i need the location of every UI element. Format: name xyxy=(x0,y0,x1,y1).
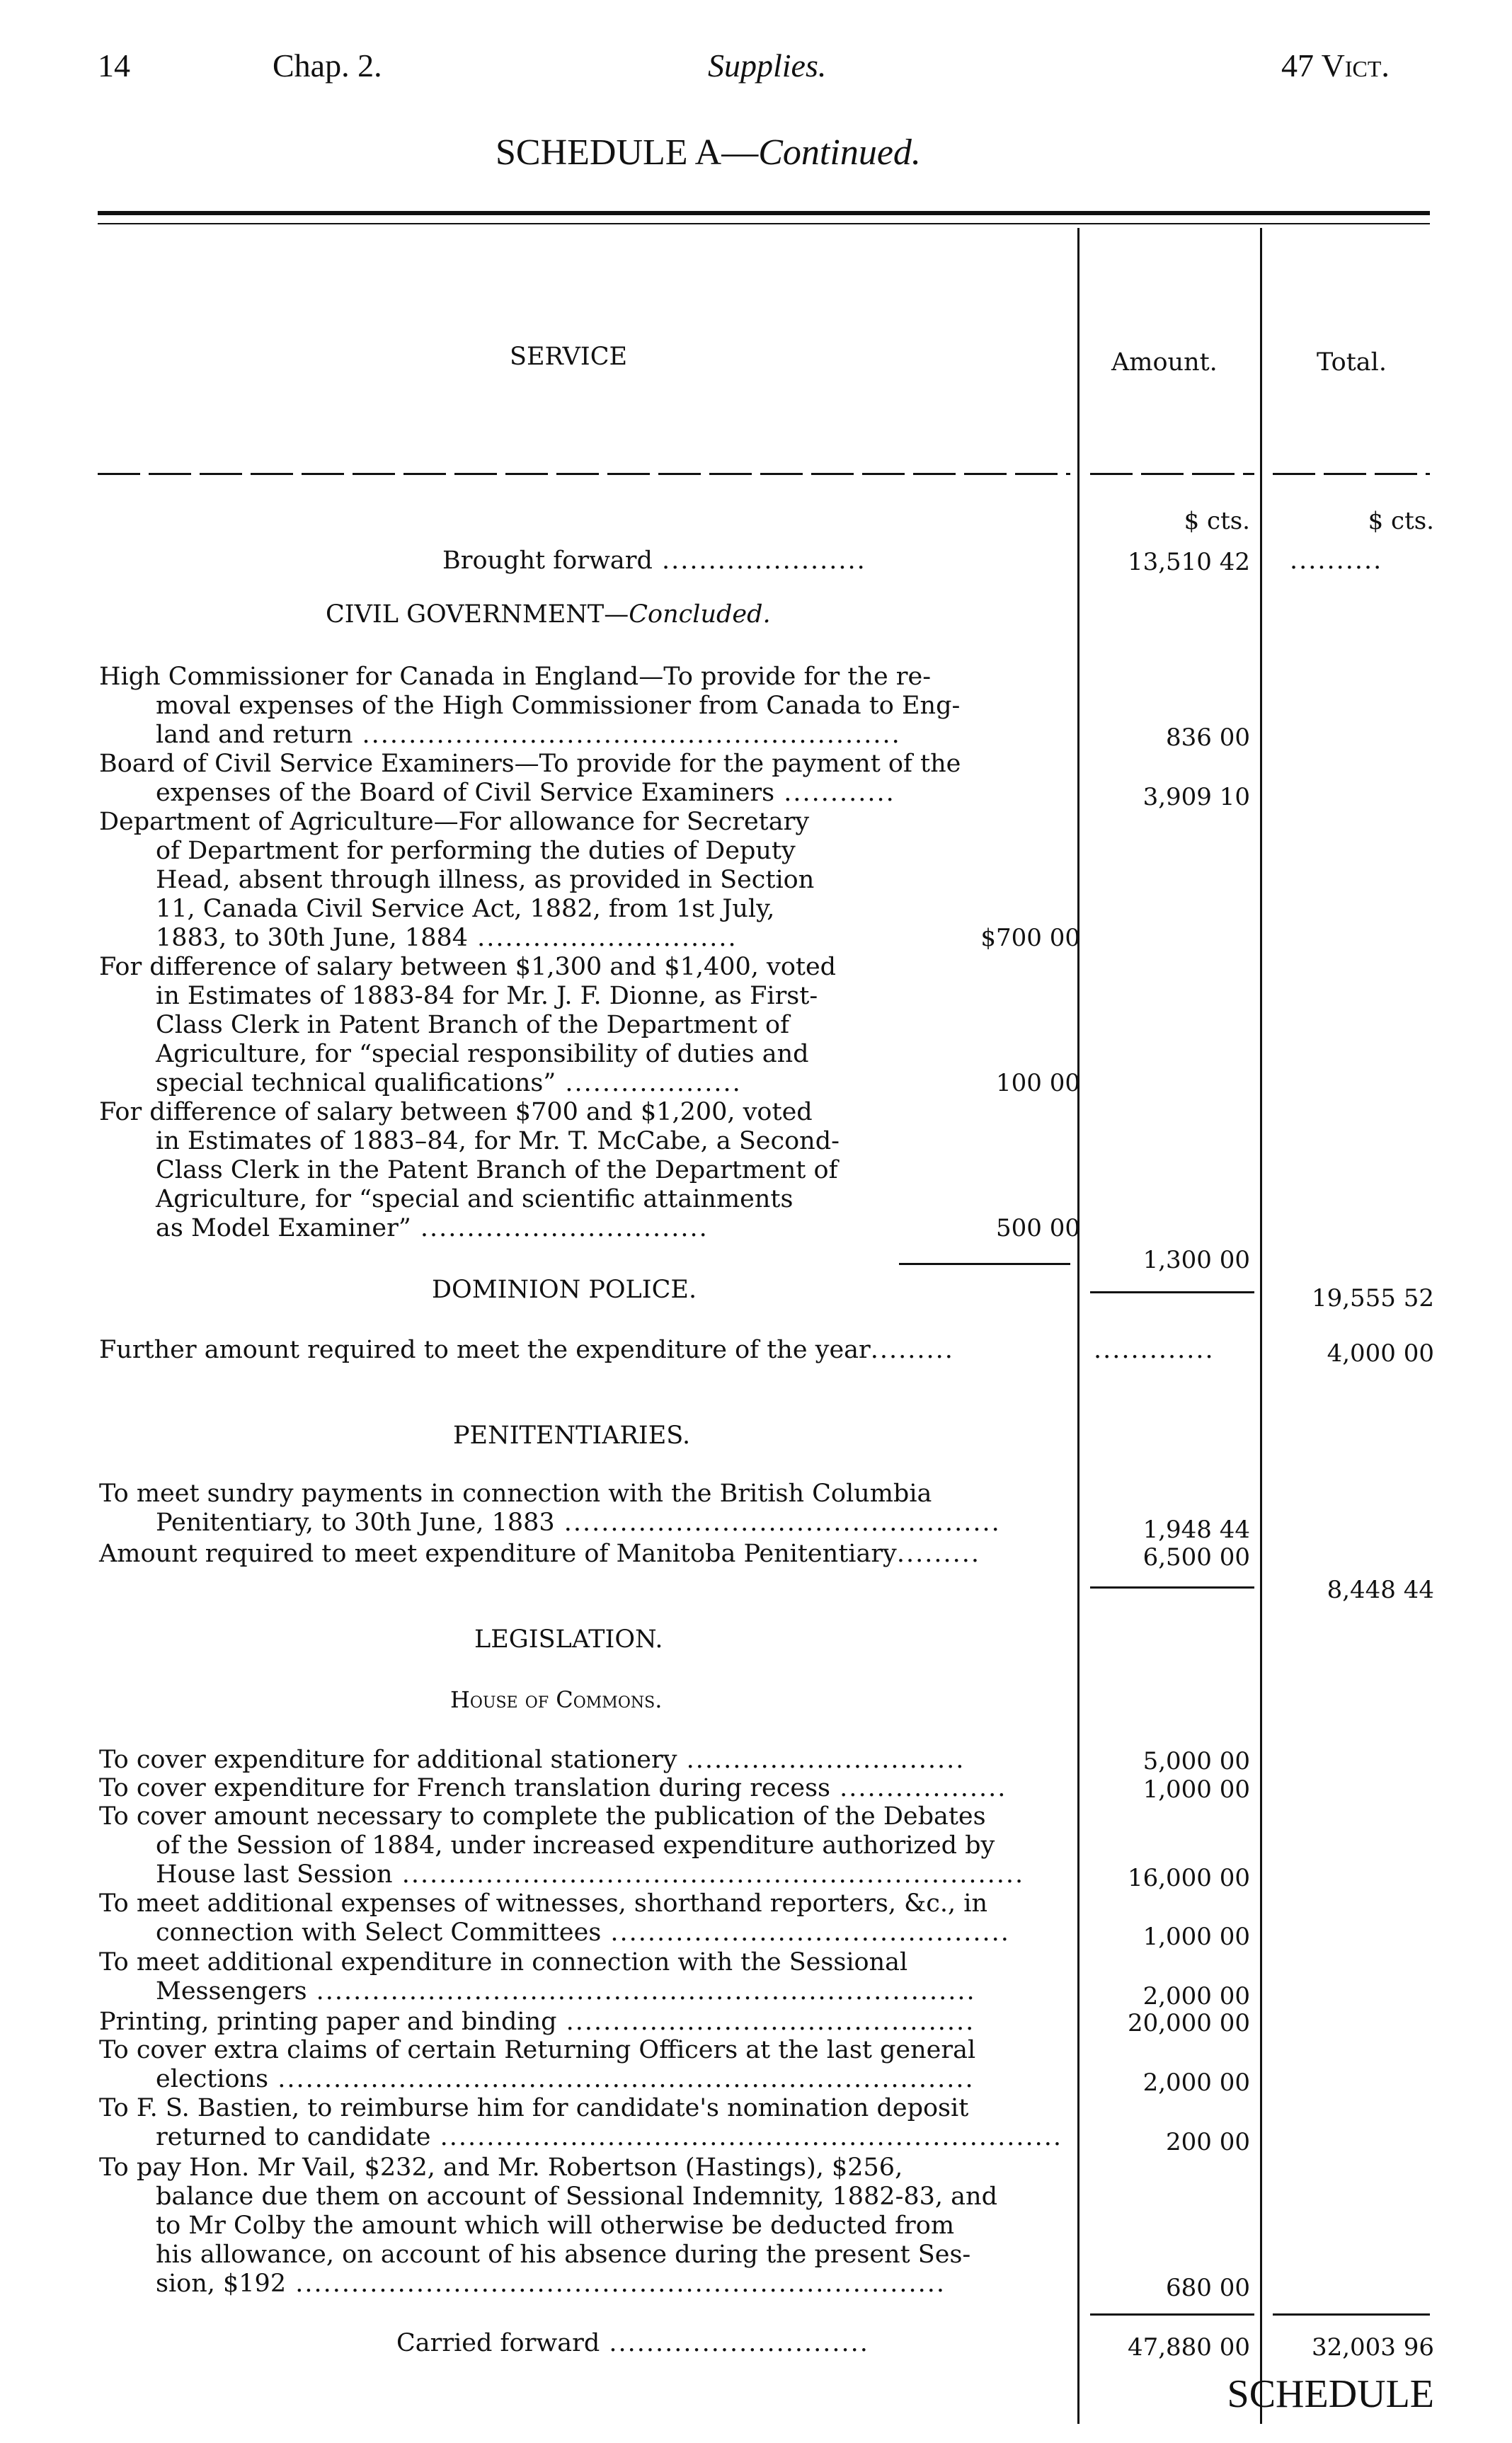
header-separator-amount xyxy=(1090,473,1254,475)
item-line-text: To cover expenditure for French translation during recess xyxy=(99,1774,830,1802)
amount-rule-carried xyxy=(1090,2313,1254,2316)
item-dominion-police: Further amount required to meet the expenditure of the year......... xyxy=(99,1336,954,1364)
schedule-title-cont: Continued. xyxy=(758,132,921,173)
item-manitoba-penitentiary: Amount required to meet expenditure of Manitoba Penitentiary......... xyxy=(99,1540,980,1568)
item-agriculture-secretary xyxy=(99,808,906,953)
item-line: Head, absent through illness, as provided in Section xyxy=(156,866,815,894)
carried-forward-amount: 47,880 00 xyxy=(1127,2333,1250,2362)
item-line: Board of Civil Service Examiners—To provide for the payment of the xyxy=(99,750,961,778)
item-line: To meet additional expenditure in connection with the Sessional xyxy=(99,1948,908,1976)
item-line: returned to candidate ................................................................... xyxy=(156,2123,1063,2151)
legislation-heading: LEGISLATION. xyxy=(474,1625,663,1654)
amount-agriculture: 1,300 00 xyxy=(1142,1246,1250,1274)
item-line: special technical qualifications” ................... xyxy=(156,1069,742,1097)
schedule-title xyxy=(496,132,921,173)
amount-rule-civil xyxy=(1090,1291,1254,1293)
item-messengers xyxy=(99,1948,1076,2006)
item-line: Messengers ....................................................................... xyxy=(156,1977,976,2006)
total-column-header: Total. xyxy=(1317,348,1387,377)
item-line: Department of Agriculture—For allowance for Secretary xyxy=(99,808,810,836)
item-bastien xyxy=(99,2094,1076,2152)
amount-messengers: 2,000 00 xyxy=(1142,1982,1250,2010)
item-mccabe-salary xyxy=(99,1098,906,1243)
item-line: in Estimates of 1883-84 for Mr. J. F. Dionne, as First- xyxy=(156,982,818,1010)
item-line: To cover amount necessary to complete the publication of the Debates xyxy=(99,1802,986,1831)
item-line: expenses of the Board of Civil Service Examiners ............ xyxy=(156,779,895,807)
item-line-text: Amount required to meet expenditure of Manitoba Penitentiary xyxy=(99,1540,897,1568)
amount-returning-officers: 2,000 00 xyxy=(1142,2069,1250,2097)
chapter-label: Chap. 2. xyxy=(273,47,382,84)
top-rule-thin xyxy=(98,223,1430,224)
item-returning-officers xyxy=(99,2036,1076,2094)
penitentiaries-heading: PENITENTIARIES. xyxy=(453,1421,691,1450)
service-column-header: SERVICE xyxy=(510,343,628,371)
item-sessional-indemnity xyxy=(99,2153,1076,2299)
item-bc-penitentiary xyxy=(99,1480,1076,1538)
item-line-text: expenses of the Board of Civil Service Examiners xyxy=(156,779,775,807)
carried-forward-total: 32,003 96 xyxy=(1311,2333,1434,2362)
item-french-translation: To cover expenditure for French translation during recess .................. xyxy=(99,1774,1007,1802)
amount-manitoba-penitentiary: 6,500 00 xyxy=(1142,1543,1250,1572)
civil-government-heading-main: CIVIL GOVERNMENT— xyxy=(326,600,629,629)
item-line-text: Further amount required to meet the expenditure of the year xyxy=(99,1336,871,1364)
item-line: To meet sundry payments in connection with the British Columbia xyxy=(99,1480,932,1508)
sub-amount-dionne: 100 00 xyxy=(996,1069,1080,1097)
item-line: To cover extra claims of certain Returning Officers at the last general xyxy=(99,2036,976,2064)
carried-forward-text: Carried forward xyxy=(396,2329,600,2357)
amount-witnesses: 1,000 00 xyxy=(1142,1923,1250,1951)
item-line: land and return .......................................................... xyxy=(156,721,901,749)
item-line: Penitentiary, to 30th June, 1883 ............................................... xyxy=(156,1509,1001,1537)
amount-french-translation: 1,000 00 xyxy=(1142,1775,1250,1804)
top-rule-thick xyxy=(98,211,1430,215)
amount-high-commissioner: 836 00 xyxy=(1166,723,1250,752)
dominion-police-amount-leader: ............. xyxy=(1094,1336,1215,1364)
amount-sessional-indemnity: 680 00 xyxy=(1166,2274,1250,2302)
item-line: sion, $192 ...................................................................... xyxy=(156,2270,946,2298)
item-line-text: To cover expenditure for additional stationery xyxy=(99,1746,677,1774)
subtotal-rule-agriculture xyxy=(899,1263,1070,1265)
item-line: his allowance, on account of his absence during the present Ses- xyxy=(156,2241,971,2269)
total-civil-government: 19,555 52 xyxy=(1311,1284,1434,1312)
total-units: $ cts. xyxy=(1368,507,1434,535)
item-line-text: land and return xyxy=(156,721,353,749)
item-line: Agriculture, for “special responsibility of duties and xyxy=(156,1040,809,1068)
item-line-text: Messengers xyxy=(156,1977,307,2006)
amount-rule-penitentiaries xyxy=(1090,1586,1254,1589)
sub-amount-mccabe: 500 00 xyxy=(996,1214,1080,1242)
item-line-text: as Model Examiner” xyxy=(156,1214,411,1242)
header-separator-service xyxy=(98,473,1070,475)
column-divider-total xyxy=(1260,228,1262,2424)
regnal-year: 47 Vict. xyxy=(1281,47,1390,84)
item-board-examiners xyxy=(99,750,1076,808)
item-debates xyxy=(99,1802,1076,1889)
item-line: balance due them on account of Sessional Indemnity, 1882-83, and xyxy=(156,2182,997,2211)
item-line: Agriculture, for “special and scientific attainments xyxy=(156,1185,794,1213)
item-line-text: House last Session xyxy=(156,1860,393,1889)
item-line: For difference of salary between $1,300 and $1,400, voted xyxy=(99,953,837,981)
item-line: connection with Select Committees ........................................... xyxy=(156,1918,1010,1947)
item-line: Class Clerk in the Patent Branch of the Department of xyxy=(156,1156,838,1184)
item-line-text: Penitentiary, to 30th June, 1883 xyxy=(156,1509,555,1537)
amount-board-examiners: 3,909 10 xyxy=(1142,783,1250,811)
item-line-text: Printing, printing paper and binding xyxy=(99,2008,557,2036)
item-line: High Commissioner for Canada in England—To provide for the re- xyxy=(99,663,932,691)
brought-forward-amount: 13,510 42 xyxy=(1127,548,1250,576)
total-penitentiaries: 8,448 44 xyxy=(1327,1576,1434,1604)
item-printing: Printing, printing paper and binding ............................................ xyxy=(99,2008,975,2036)
item-line-text: 1883, to 30th June, 1884 xyxy=(156,924,469,952)
item-witnesses xyxy=(99,1889,1076,1947)
amount-units: $ cts. xyxy=(1184,507,1250,535)
amount-stationery: 5,000 00 xyxy=(1142,1747,1250,1775)
item-line: elections ........................................................................... xyxy=(156,2065,975,2093)
brought-forward-total-leader: .......... xyxy=(1290,547,1383,575)
item-line: For difference of salary between $700 and $1,200, voted xyxy=(99,1098,813,1126)
item-line-text: elections xyxy=(156,2065,269,2093)
schedule-title-main: SCHEDULE A— xyxy=(496,132,759,173)
item-dionne-salary xyxy=(99,953,906,1098)
item-line: To meet additional expenses of witnesses, shorthand reporters, &c., in xyxy=(99,1889,987,1918)
carried-forward-label: Carried forward ............................ xyxy=(396,2329,869,2357)
civil-government-heading xyxy=(326,600,771,629)
item-high-commissioner xyxy=(99,663,1076,750)
item-line-text: returned to candidate xyxy=(156,2123,431,2151)
sub-amount-secretary: $700 00 xyxy=(980,924,1080,952)
item-line: in Estimates of 1883–84, for Mr. T. McCabe, a Second- xyxy=(156,1127,840,1155)
dominion-police-heading: DOMINION POLICE. xyxy=(432,1276,697,1304)
item-line: as Model Examiner” ............................... xyxy=(156,1214,709,1242)
item-line: 1883, to 30th June, 1884 ............................ xyxy=(156,924,738,952)
item-line: House last Session ................................................................... xyxy=(156,1860,1025,1889)
brought-forward-text: Brought forward xyxy=(442,547,653,575)
civil-government-heading-cont: Concluded. xyxy=(629,600,771,629)
item-line: moval expenses of the High Commissioner from Canada to Eng- xyxy=(156,692,961,720)
page-number: 14 xyxy=(98,47,130,84)
item-stationery: To cover expenditure for additional stationery .............................. xyxy=(99,1746,966,1774)
amount-bastien: 200 00 xyxy=(1166,2128,1250,2156)
total-rule-carried xyxy=(1273,2313,1430,2316)
amount-printing: 20,000 00 xyxy=(1127,2009,1250,2037)
item-line: Class Clerk in Patent Branch of the Department of xyxy=(156,1011,790,1039)
item-line-text: sion, $192 xyxy=(156,2270,287,2298)
item-line: of Department for performing the duties of Deputy xyxy=(156,837,796,865)
amount-bc-penitentiary: 1,948 44 xyxy=(1142,1516,1250,1544)
item-line: To F. S. Bastien, to reimburse him for candidate's nomination deposit xyxy=(99,2094,969,2122)
item-line: of the Session of 1884, under increased expenditure authorized by xyxy=(156,1831,995,1860)
brought-forward-label: Brought forward ...................... xyxy=(442,547,866,575)
amount-debates: 16,000 00 xyxy=(1127,1864,1250,1892)
item-line: to Mr Colby the amount which will otherwise be deducted from xyxy=(156,2212,955,2240)
header-separator-total xyxy=(1273,473,1430,475)
column-divider-amount xyxy=(1077,228,1079,2424)
item-line-text: special technical qualifications” xyxy=(156,1069,556,1097)
item-line: 11, Canada Civil Service Act, 1882, from 1st July, xyxy=(156,895,775,923)
amount-column-header: Amount. xyxy=(1111,348,1218,377)
catchword: SCHEDULE xyxy=(1227,2372,1434,2416)
item-line-text: connection with Select Committees xyxy=(156,1918,602,1947)
subject-label: Supplies. xyxy=(708,47,827,84)
item-line: To pay Hon. Mr Vail, $232, and Mr. Robertson (Hastings), $256, xyxy=(99,2153,903,2182)
total-dominion-police: 4,000 00 xyxy=(1327,1339,1434,1368)
house-of-commons-subheading: House of Commons. xyxy=(450,1686,663,1713)
